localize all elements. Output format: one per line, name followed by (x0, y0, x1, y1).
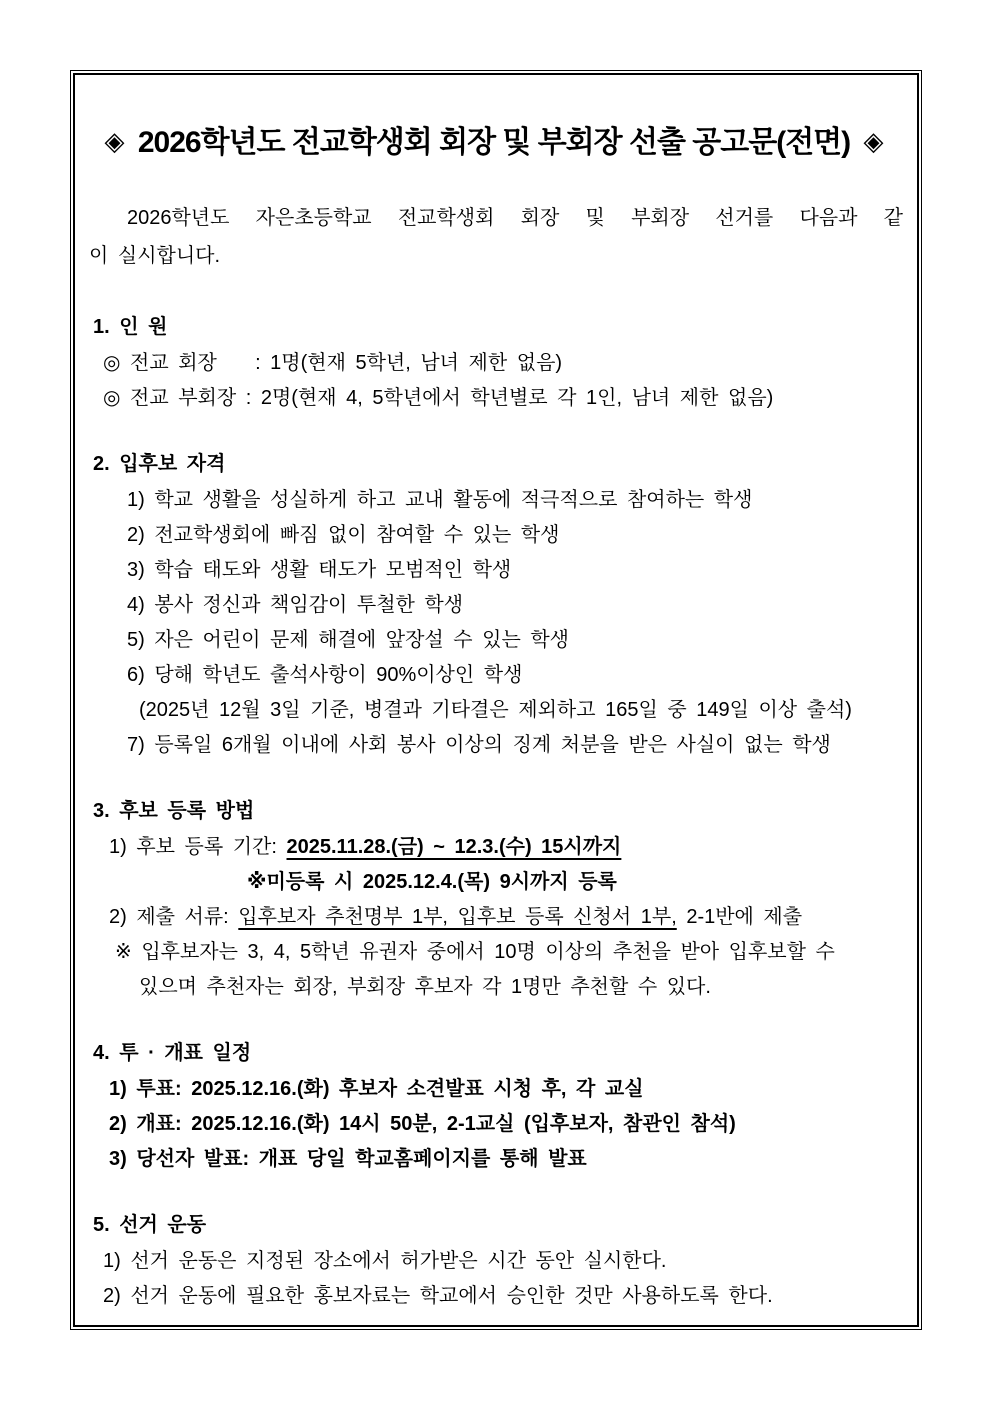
diamond-icon: ◈ (104, 126, 125, 156)
registration-recommendation-note-line1: ※ 입후보자는 3, 4, 5학년 유권자 중에서 10명 이상의 추천을 받아 입후보할 수 (115, 941, 835, 963)
voting-item: 1) 투표: 2025.12.16.(화) 후보자 소견발표 시청 후, 각 교실 (109, 1078, 644, 1100)
intro-paragraph-line2: 이 실시합니다. (89, 245, 221, 267)
section-qualification-title: 2. 입후보 자격 (93, 453, 226, 475)
section-registration-title: 3. 후보 등록 방법 (93, 800, 255, 822)
campaign-item: 1) 선거 운동은 지정된 장소에서 허가받은 시간 동안 실시한다. (103, 1250, 667, 1272)
registration-late-note: ※미등록 시 2025.12.4.(목) 9시까지 등록 (247, 871, 617, 893)
page-title (81, 121, 907, 163)
section-campaign-title: 5. 선거 운동 (93, 1214, 207, 1236)
section-voting (81, 1035, 907, 1177)
qualification-item6-note: (2025년 12월 3일 기준, 병결과 기타결은 제외하고 165일 중 149일 이상 출석) (139, 699, 852, 721)
document-border (70, 70, 922, 1330)
section-registration (81, 793, 907, 1005)
winner-announcement-item: 3) 당선자 발표: 개표 당일 학교홈페이지를 통해 발표 (109, 1148, 587, 1170)
registration-documents-item (81, 900, 907, 935)
campaign-item: 2) 선거 운동에 필요한 홍보자료는 학교에서 승인한 것만 사용하도록 한다. (103, 1285, 773, 1307)
personnel-vice-president: ◎ 전교 부회장 : 2명(현재 4, 5학년에서 학년별로 각 1인, 남녀 제한 없음) (103, 387, 774, 409)
page-title-text: 2026학년도 전교학생회 회장 및 부회장 선출 공고문(전면) (137, 126, 851, 159)
qualification-item: 6) 당해 학년도 출석사항이 90%이상인 학생 (127, 664, 523, 686)
registration-documents-suffix: 2-1반에 제출 (676, 906, 803, 928)
registration-period-item (81, 830, 907, 865)
section-voting-title: 4. 투 · 개표 일정 (93, 1042, 252, 1064)
qualification-item: 5) 자은 어린이 문제 해결에 앞장설 수 있는 학생 (127, 629, 569, 651)
diamond-icon: ◈ (863, 126, 884, 156)
document-border-inner (73, 73, 919, 1327)
qualification-item: 1) 학교 생활을 성실하게 하고 교내 활동에 적극적으로 참여하는 학생 (127, 489, 753, 511)
registration-period-label: 1) 후보 등록 기간: (109, 836, 287, 858)
section-personnel-title: 1. 인 원 (93, 316, 168, 338)
section-qualification (81, 446, 907, 763)
qualification-item: 2) 전교학생회에 빠짐 없이 참여할 수 있는 학생 (127, 524, 560, 546)
registration-documents-list: 입후보자 추천명부 1부, 입후보 등록 신청서 1부, (238, 906, 677, 928)
qualification-item: 4) 봉사 정신과 책임감이 투철한 학생 (127, 594, 464, 616)
section-campaign (81, 1207, 907, 1314)
registration-period-dates: 2025.11.28.(금) ~ 12.3.(수) 15시까지 (286, 836, 622, 858)
document-content (75, 75, 917, 1325)
qualification-item: 7) 등록일 6개월 이내에 사회 봉사 이상의 징계 처분을 받은 사실이 없는 학생 (127, 734, 831, 756)
intro-paragraph-line1: 2026학년도 자은초등학교 전교학생회 회장 및 부회장 선거를 다음과 같 (127, 207, 903, 229)
personnel-president: ◎ 전교 회장 : 1명(현재 5학년, 남녀 제한 없음) (103, 352, 563, 374)
registration-recommendation-note-line2: 있으며 추천자는 회장, 부회장 후보자 각 1명만 추천할 수 있다. (139, 976, 711, 998)
section-personnel (81, 309, 907, 416)
qualification-item: 3) 학습 태도와 생활 태도가 모범적인 학생 (127, 559, 512, 581)
counting-item: 2) 개표: 2025.12.16.(화) 14시 50분, 2-1교실 (입후보자, 참관인 참석) (109, 1113, 736, 1135)
registration-documents-label: 2) 제출 서류: (109, 906, 239, 928)
